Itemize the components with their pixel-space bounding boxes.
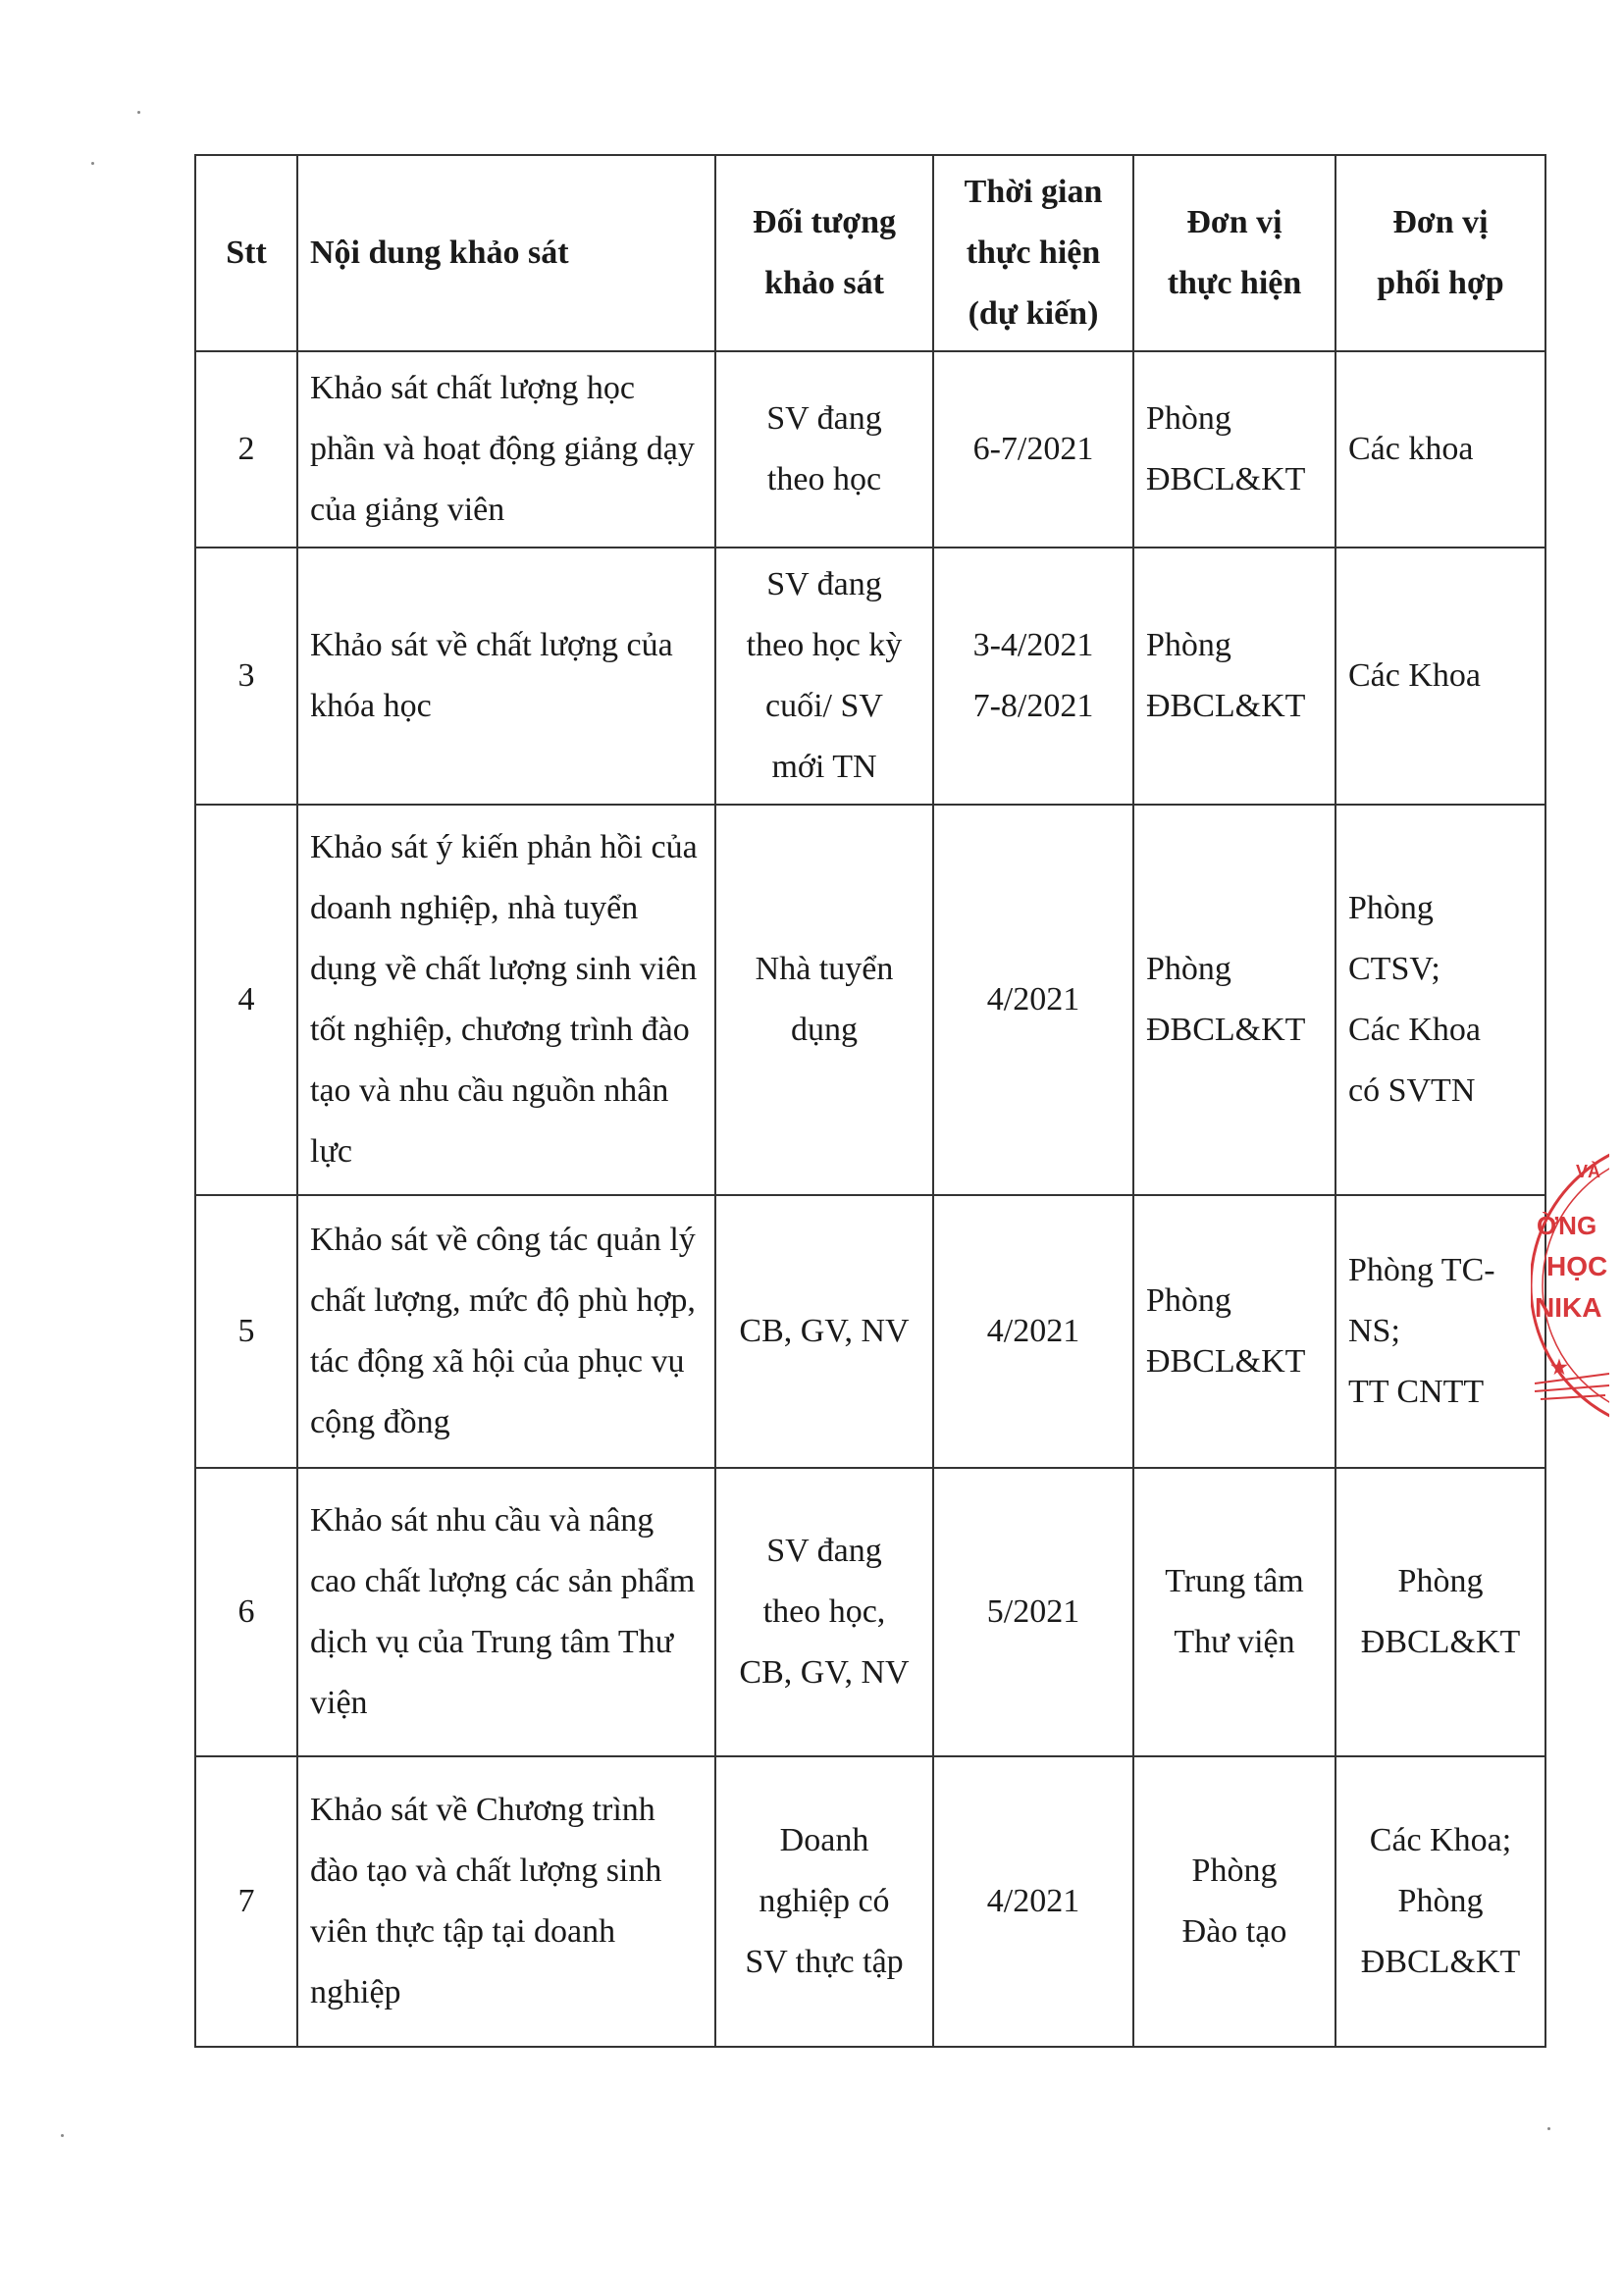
table-row (195, 805, 1545, 1195)
cell-coordinator: Các Khoa; Phòng ĐBCL&KT (1335, 1756, 1545, 2047)
cell-content: Khảo sát về chất lượng của khóa học (297, 548, 715, 805)
table-header-row (195, 155, 1545, 351)
header-target: Đối tượng khảo sát (715, 155, 933, 351)
seal-stamp-icon (1531, 1128, 1609, 1423)
cell-coordinator: Phòng CTSV; Các Khoa có SVTN (1335, 805, 1545, 1195)
svg-text:ỜNG: ỜNG (1537, 1211, 1597, 1240)
cell-stt: 2 (195, 351, 297, 548)
cell-coordinator: Các Khoa (1335, 548, 1545, 805)
cell-stt: 7 (195, 1756, 297, 2047)
cell-executor: Phòng ĐBCL&KT (1133, 1195, 1335, 1468)
cell-time: 4/2021 (933, 1756, 1133, 2047)
cell-target: SV đang theo học, CB, GV, NV (715, 1468, 933, 1756)
cell-target: Nhà tuyển dụng (715, 805, 933, 1195)
header-coordinator: Đơn vị phối hợp (1335, 155, 1545, 351)
cell-time: 5/2021 (933, 1468, 1133, 1756)
cell-executor: Phòng ĐBCL&KT (1133, 351, 1335, 548)
seal-stamp (1531, 1128, 1609, 1423)
scan-speck (91, 162, 94, 165)
svg-text:VÀ: VÀ (1576, 1162, 1601, 1181)
cell-time: 4/2021 (933, 805, 1133, 1195)
survey-plan-table (194, 154, 1546, 2048)
cell-executor: Trung tâm Thư viện (1133, 1468, 1335, 1756)
svg-text:NIKA: NIKA (1535, 1292, 1602, 1323)
table-row (195, 548, 1545, 805)
svg-text:★: ★ (1550, 1357, 1568, 1379)
cell-time: 6-7/2021 (933, 351, 1133, 548)
header-content: Nội dung khảo sát (297, 155, 715, 351)
cell-target: SV đang theo học kỳ cuối/ SV mới TN (715, 548, 933, 805)
scan-speck (61, 2134, 64, 2137)
table-row (195, 1468, 1545, 1756)
cell-coordinator: Phòng ĐBCL&KT (1335, 1468, 1545, 1756)
cell-content: Khảo sát về công tác quản lý chất lượng, mức độ phù hợp, tác động xã hội của phục vụ cộng đồng (297, 1195, 715, 1468)
cell-stt: 6 (195, 1468, 297, 1756)
cell-target: Doanh nghiệp có SV thực tập (715, 1756, 933, 2047)
table-row (195, 1756, 1545, 2047)
svg-text:HỌC: HỌC (1546, 1251, 1608, 1281)
header-stt: Stt (195, 155, 297, 351)
cell-content: Khảo sát về Chương trình đào tạo và chất lượng sinh viên thực tập tại doanh nghiệp (297, 1756, 715, 2047)
cell-time: 4/2021 (933, 1195, 1133, 1468)
cell-executor: Phòng ĐBCL&KT (1133, 548, 1335, 805)
cell-target: SV đang theo học (715, 351, 933, 548)
cell-stt: 3 (195, 548, 297, 805)
table-row (195, 351, 1545, 548)
scan-speck (137, 111, 140, 114)
cell-target: CB, GV, NV (715, 1195, 933, 1468)
cell-stt: 5 (195, 1195, 297, 1468)
cell-content: Khảo sát nhu cầu và nâng cao chất lượng các sản phẩm dịch vụ của Trung tâm Thư viện (297, 1468, 715, 1756)
cell-coordinator: Các khoa (1335, 351, 1545, 548)
cell-coordinator: Phòng TC- NS; TT CNTT (1335, 1195, 1545, 1468)
cell-executor: Phòng Đào tạo (1133, 1756, 1335, 2047)
cell-content: Khảo sát chất lượng học phần và hoạt động giảng dạy của giảng viên (297, 351, 715, 548)
cell-content: Khảo sát ý kiến phản hồi của doanh nghiệp, nhà tuyển dụng về chất lượng sinh viên tốt nghiệp, chương trình đào tạo và nhu cầu nguồn nhân lực (297, 805, 715, 1195)
header-time: Thời gian thực hiện (dự kiến) (933, 155, 1133, 351)
cell-stt: 4 (195, 805, 297, 1195)
cell-time: 3-4/2021 7-8/2021 (933, 548, 1133, 805)
table-row (195, 1195, 1545, 1468)
header-executor: Đơn vị thực hiện (1133, 155, 1335, 351)
scan-speck (1547, 2127, 1550, 2130)
cell-executor: Phòng ĐBCL&KT (1133, 805, 1335, 1195)
